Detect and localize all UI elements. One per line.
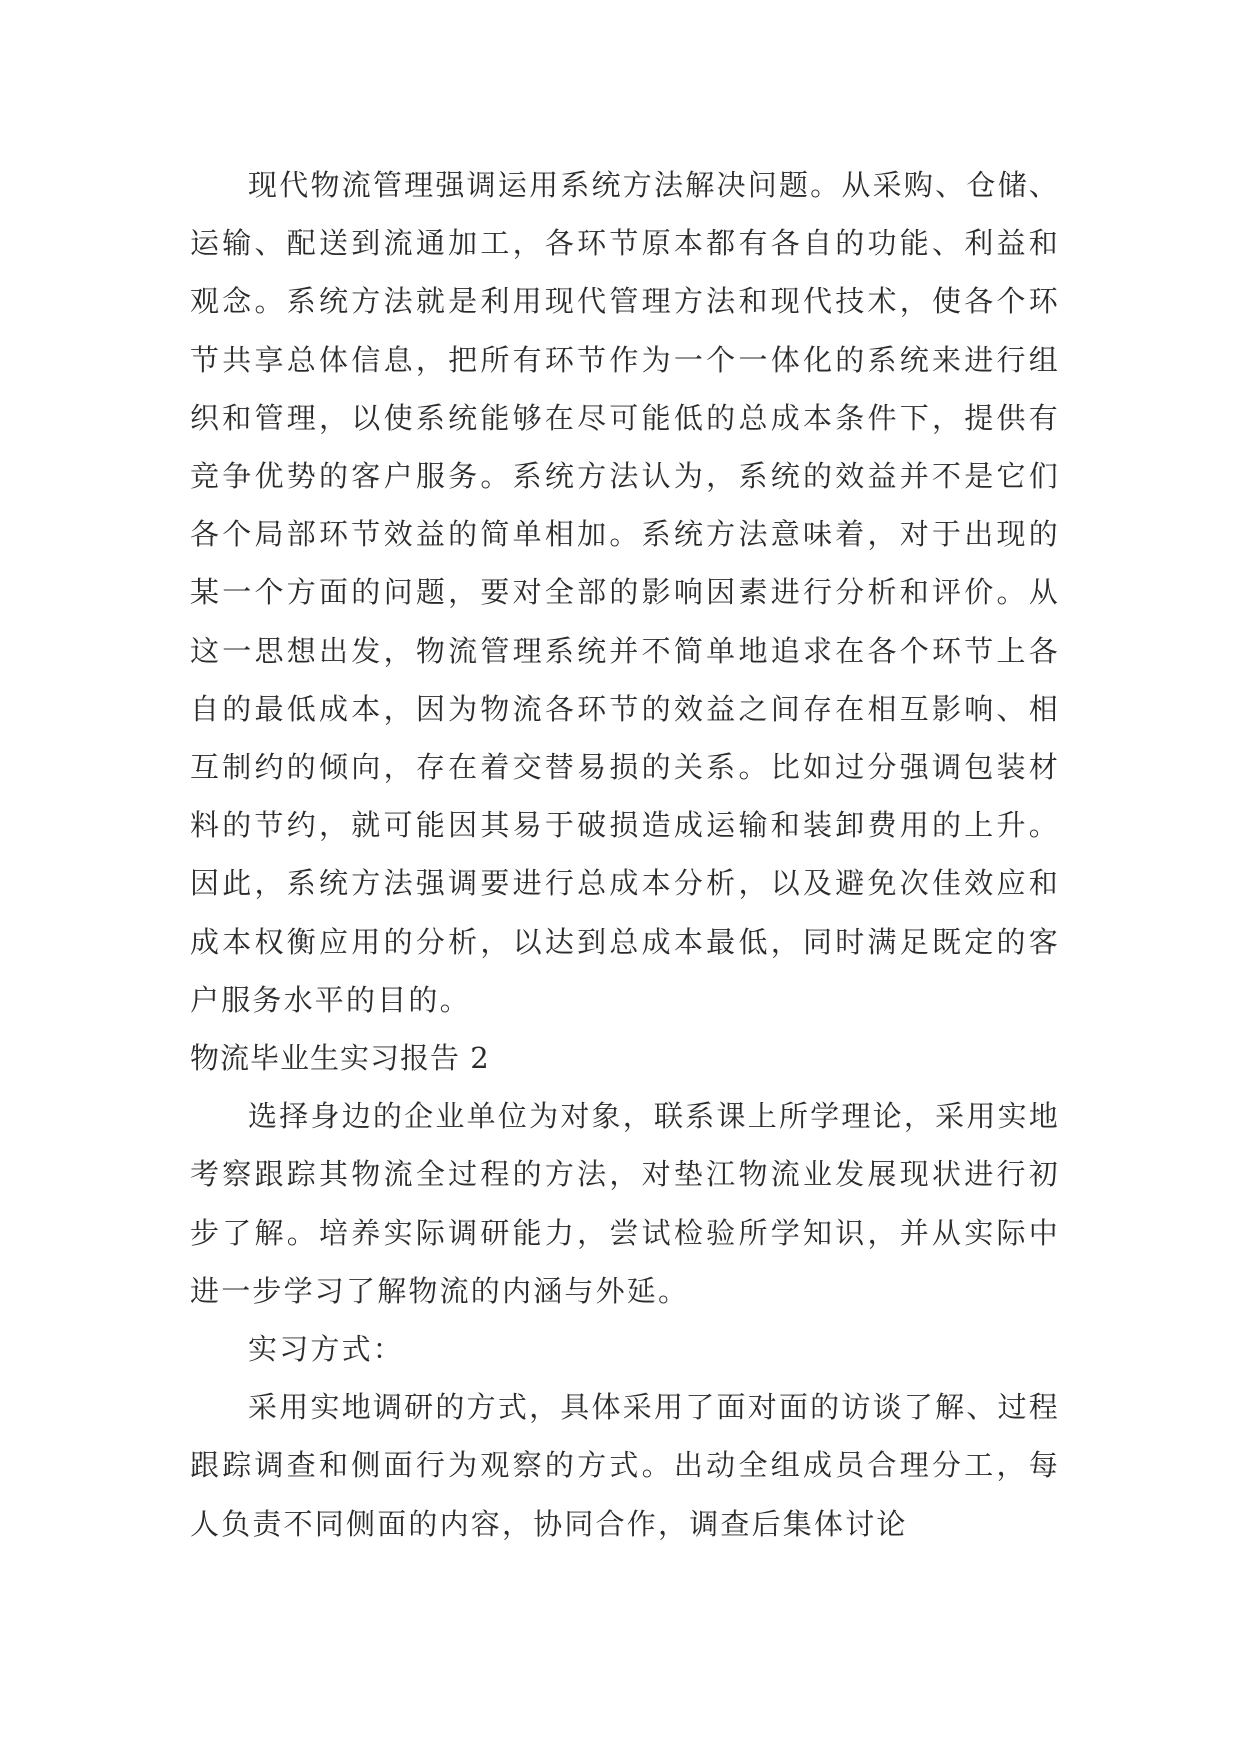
body-paragraph-3: 实习方式： xyxy=(248,1332,405,1367)
body-paragraph-4: 采用实地调研的方式，具体采用了面对面的访谈了解、过程跟踪调查和侧面行为观察的方式。出动全组成员合理分工，每人负责不同侧面的内容，协同合作，调查后集体讨论 xyxy=(190,1390,1060,1541)
body-paragraph-1: 现代物流管理强调运用系统方法解决问题。从采购、仓储、运输、配送到流通加工，各环节原本都有各自的功能、利益和观念。系统方法就是利用现代管理方法和现代技术，使各个环节共享总体信息，把所有环节作为一个一体化的系统来进行组织和管理，以使系统能够在尽可能低的总成本条件下，提供有竞争优势的客户服务。系统方法认为，系统的效益并不是它们各个局部环节效益的简单相加。系统方法意味着，对于出现的某一个方面的问题，要对全部的影响因素进行分析和评价。从这一思想出发，物流管理系统并不简单地追求在各个环节上各自的最低成本，因为物流各环节的效益之间存在相互影响、相互制约的倾向，存在着交替易损的关系。比如过分强调包装材料的节约，就可能因其易于破损造成运输和装卸费用的上升。因此，系统方法强调要进行总成本分析，以及避免次佳效应和成本权衡应用的分析，以达到总成本最低，同时满足既定的客户服务水平的目的。 xyxy=(190,168,1060,1017)
body-paragraph-2: 选择身边的企业单位为对象，联系课上所学理论，采用实地考察跟踪其物流全过程的方法，对垫江物流业发展现状进行初步了解。培养实际调研能力，尝试检验所学知识，并从实际中进一步学习了解物流的内涵与外延。 xyxy=(190,1099,1060,1308)
section-title: 物流毕业生实习报告 2 xyxy=(190,1041,490,1076)
document-body xyxy=(190,156,1060,1553)
